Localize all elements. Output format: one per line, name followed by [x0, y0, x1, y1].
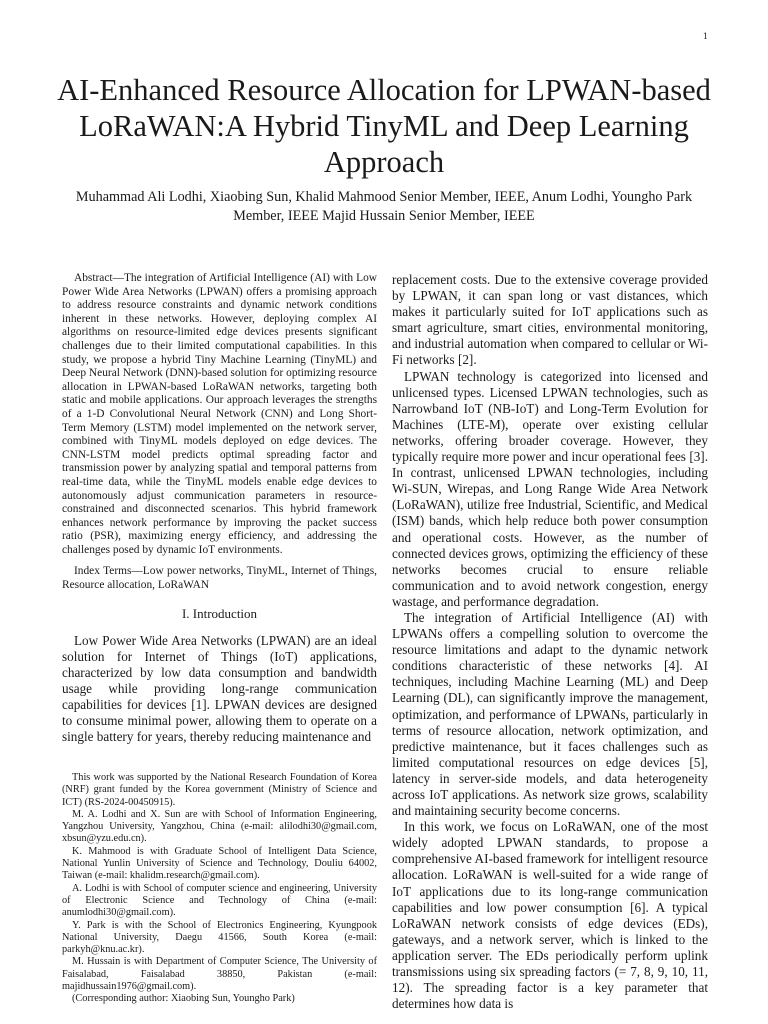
section-heading-introduction: I. Introduction [181, 605, 258, 621]
footnotes [62, 772, 377, 1006]
index-terms: Index Terms—Low power networks, TinyML, Internet of Things, Resource allocation, LoRaWAN [62, 565, 377, 592]
footnote-affiliation: M. Hussain is with Department of Computer Science, The University of Faisalabad, Faisalabad 38850, Pakistan (e-mail: majidhussain1976@gmail.com). [62, 956, 377, 993]
intro-paragraph-4: In this work, we focus on LoRaWAN, one of the most widely adopted LPWAN standards, to propose a comprehensive AI-based framework for intelligent resource allocation. LoRaWAN is well-suited for a wide range of IoT applications due to its long-range communication capabilities and low power consumption [6]. A typical LoRaWAN network consists of edge devices (EDs), gateways, and a network server, which is linked to the application server. The EDs periodically perform uplink transmissions using six spreading factors (= 7, 8, 9, 10, 11, 12). The spreading factor is a key parameter that determines how data is [392, 819, 708, 1012]
author-list: Muhammad Ali Lodhi, Xiaobing Sun, Khalid Mahmood Senior Member, IEEE, Anum Lodhi, Youngho Park Member, IEEE Majid Hussain Senior Member, IEEE [75, 189, 693, 224]
left-column [62, 272, 377, 745]
intro-paragraph-1-continued: replacement costs. Due to the extensive coverage provided by LPWAN, it can span long or vast distances, which makes it particularly suited for IoT applications such as smart agriculture, smart cities, environmental monitoring, and industrial automation when compared to cellular or Wi-Fi networks [2]. [392, 272, 708, 368]
footnote-corresponding-author: (Corresponding author: Xiaobing Sun, Youngho Park) [72, 993, 295, 1005]
footnote-affiliation: K. Mahmood is with Graduate School of Intelligent Data Science, National Yunlin University of Science and Technology, Douliu 64002, Taiwan (e-mail: khalidm.research@gmail.com). [62, 845, 377, 882]
footnote-affiliation: A. Lodhi is with School of computer science and engineering, University of Electronic Science and Technology of China (e-mail: anumlodhi30@gmail.com). [62, 882, 377, 919]
intro-paragraph-3: The integration of Artificial Intelligence (AI) with LPWANs offers a compelling solution to overcome the resource limitations and adapt to the dynamic network conditions characteristic of these networks [4]. AI techniques, including Machine Learning (ML) and Deep Learning (DL), can significantly improve the management, optimization, and performance of LPWANs, particularly in terms of resource allocation, network optimization, and predictive maintenance, but it faces challenges such as limited computational resources on edge devices [5], latency in server-side models, and data heterogeneity across IoT applications. As network size grows, scalability and maintaining security become concerns. [392, 609, 708, 819]
right-column [392, 272, 708, 1012]
abstract: Abstract—The integration of Artificial Intelligence (AI) with Low Power Wide Area Networks (LPWAN) offers a promising approach to address resource constraints and dynamic network conditions inherent in these networks. However, deploying complex AI algorithms on resource-limited edge devices presents significant challenges due to their limited computational capabilities. In this study, we propose a hybrid Tiny Machine Learning (TinyML) and Deep Neural Network (DNN)-based solution for optimizing resource allocation in LPWAN-based LoRaWAN networks, targeting both static and mobile applications. Our approach leverages the strengths of a 1-D Convolutional Neural Network (CNN) and Long Short-Term Memory (LSTM) model implemented on the network server, combined with TinyML models deployed on edge devices. The CNN-LSTM model predicts optimal spreading factor and transmission power by analyzing spatial and temporal patterns from real-time data, while the TinyML models enable edge devices to autonomously adjust communication parameters in resource-constrained and disconnected scenarios. This hybrid framework enhances network performance by improving the packet success ratio (PSR), maximizing energy efficiency, and addressing the challenges posed by dynamic IoT environments. [62, 272, 377, 556]
footnote-affiliation: Y. Park is with the School of Electronics Engineering, Kyungpook National University, Daegu 41566, South Korea (e-mail: parkyh@knu.ac.kr). [62, 919, 377, 956]
intro-paragraph-1: Low Power Wide Area Networks (LPWAN) are an ideal solution for Internet of Things (IoT) applications, characterized by low data consumption and bandwidth usage while providing long-range communication capabilities for devices [1]. LPWAN devices are designed to consume minimal power, allowing them to operate on a single battery for years, thereby reducing maintenance and [62, 632, 377, 745]
paper-title: AI-Enhanced Resource Allocation for LPWAN-based LoRaWAN:A Hybrid TinyML and Deep Learning Approach [57, 73, 711, 179]
intro-paragraph-2: LPWAN technology is categorized into licensed and unlicensed types. Licensed LPWAN technologies, such as Narrowband IoT (NB-IoT) and Long-Term Evolution for Machines (LTE-M), operate over existing cellular networks, offering broader coverage. However, they typically require more power and incur operational fees [3]. In contrast, unlicensed LPWAN technologies, including Wi-SUN, Wirepas, and Long Range Wide Area Network (LoRaWAN), utilize free Industrial, Scientific, and Medical (ISM) bands, which help reduce both power consumption and operational costs. However, as the number of connected devices grows, optimizing the efficiency of these networks becomes crucial to ensure reliable communication and to avoid network congestion, energy wastage, and performance degradation. [392, 368, 708, 609]
footnote-affiliation: M. A. Lodhi and X. Sun are with School of Information Engineering, Yangzhou University, Yangzhou, China (e-mail: alilodhi30@gmail.com, xbsun@yzu.edu.cn). [62, 808, 377, 845]
page-number: 1 [702, 32, 708, 41]
footnote-funding: This work was supported by the National Research Foundation of Korea (NRF) grant funded by the Korea government (Ministry of Science and ICT) (RS-2024-00450915). [62, 772, 377, 808]
